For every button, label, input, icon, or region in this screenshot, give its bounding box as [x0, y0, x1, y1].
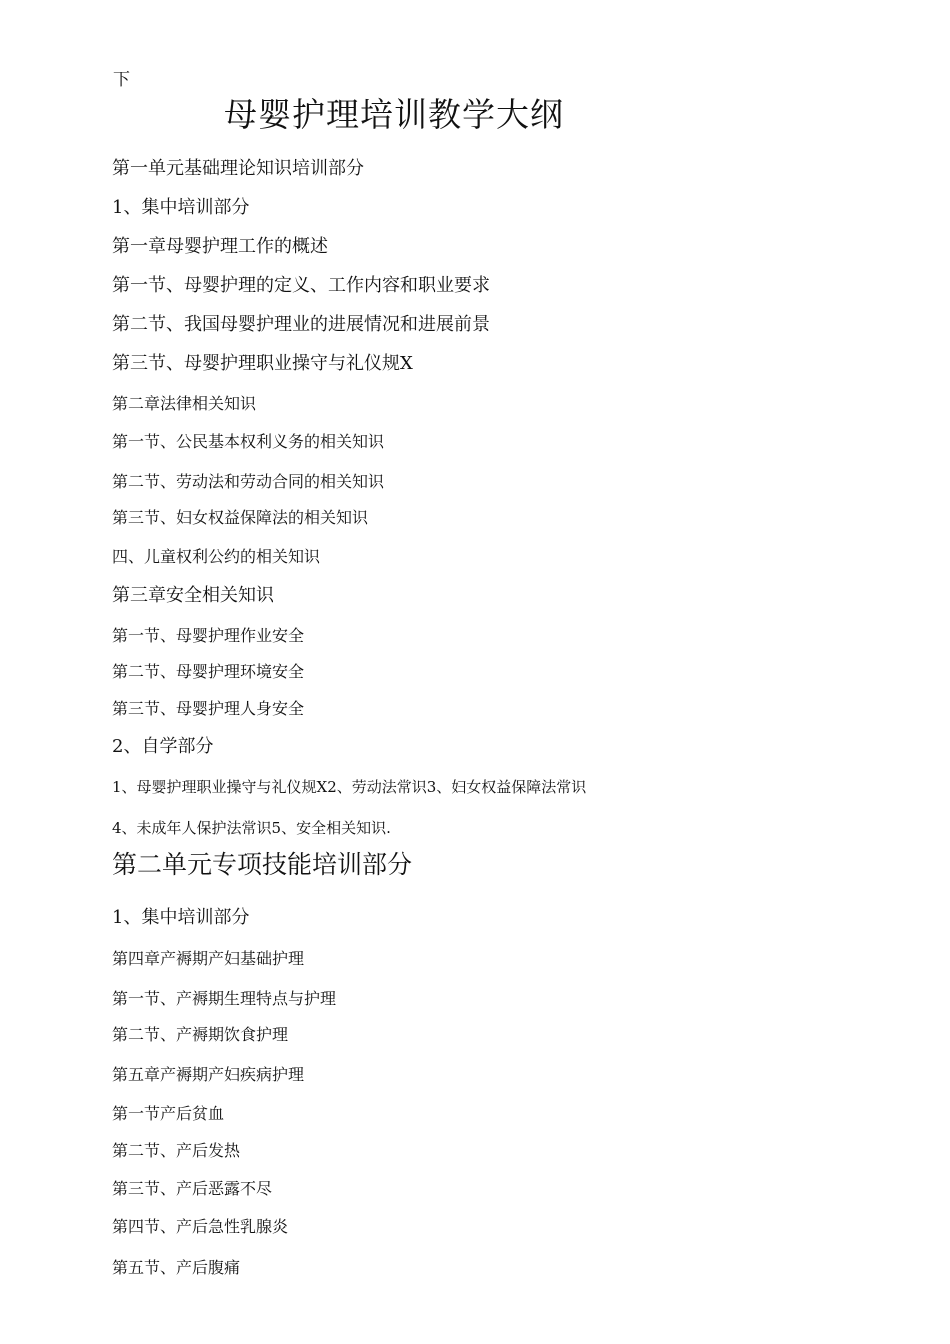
chapter-4-section-2: 第二节、产褥期饮食护理 — [112, 1025, 289, 1044]
document-title: 母婴护理培训教学大纲 — [224, 95, 564, 134]
chapter-2-section-2: 第二节、劳动法和劳动合同的相关知识 — [112, 472, 385, 491]
unit-2-heading: 第二单元专项技能培训部分 — [112, 850, 413, 879]
chapter-3-section-1: 第一节、母婴护理作业安全 — [112, 626, 305, 645]
chapter-5-section-4: 第四节、产后急性乳腺炎 — [112, 1217, 289, 1236]
unit-1-heading: 第一单元基础理论知识培训部分 — [112, 158, 364, 179]
chapter-3-heading: 第三章安全相关知识 — [112, 585, 274, 606]
chapter-3-section-2: 第二节、母婴护理环境安全 — [112, 662, 305, 681]
section-self-study: 2、自学部分 — [112, 736, 214, 757]
chapter-1-section-1: 第一节、母婴护理的定义、工作内容和职业要求 — [112, 275, 490, 296]
chapter-3-section-3: 第三节、母婴护理人身安全 — [112, 699, 305, 718]
corner-mark: 下 — [113, 70, 130, 90]
section-centralized-training-1: 1、集中培训部分 — [112, 197, 250, 218]
chapter-4-section-1: 第一节、产褥期生理特点与护理 — [112, 989, 337, 1008]
chapter-2-section-3: 第三节、妇女权益保障法的相关知识 — [112, 508, 369, 527]
section-centralized-training-2: 1、集中培训部分 — [112, 907, 250, 928]
chapter-2-section-4: 四、儿童权利公约的相关知识 — [112, 547, 321, 566]
chapter-5-heading: 第五章产褥期产妇疾病护理 — [112, 1065, 305, 1084]
chapter-1-heading: 第一章母婴护理工作的概述 — [112, 236, 328, 257]
self-study-items-line-1: 1、母婴护理职业操守与礼仪规X2、劳动法常识3、妇女权益保障法常识 — [112, 778, 587, 796]
chapter-2-section-1: 第一节、公民基本权利义务的相关知识 — [112, 432, 385, 451]
chapter-1-section-3: 第三节、母婴护理职业操守与礼仪规X — [112, 353, 413, 374]
self-study-items-line-2: 4、未成年人保护法常识5、安全相关知识. — [112, 819, 391, 837]
chapter-5-section-2: 第二节、产后发热 — [112, 1141, 241, 1160]
chapter-5-section-5: 第五节、产后腹痛 — [112, 1258, 241, 1277]
chapter-1-section-2: 第二节、我国母婴护理业的进展情况和进展前景 — [112, 314, 490, 335]
chapter-4-heading: 第四章产褥期产妇基础护理 — [112, 949, 305, 968]
chapter-2-heading: 第二章法律相关知识 — [112, 394, 257, 413]
chapter-5-section-1: 第一节产后贫血 — [112, 1104, 225, 1123]
chapter-5-section-3: 第三节、产后恶露不尽 — [112, 1179, 273, 1198]
